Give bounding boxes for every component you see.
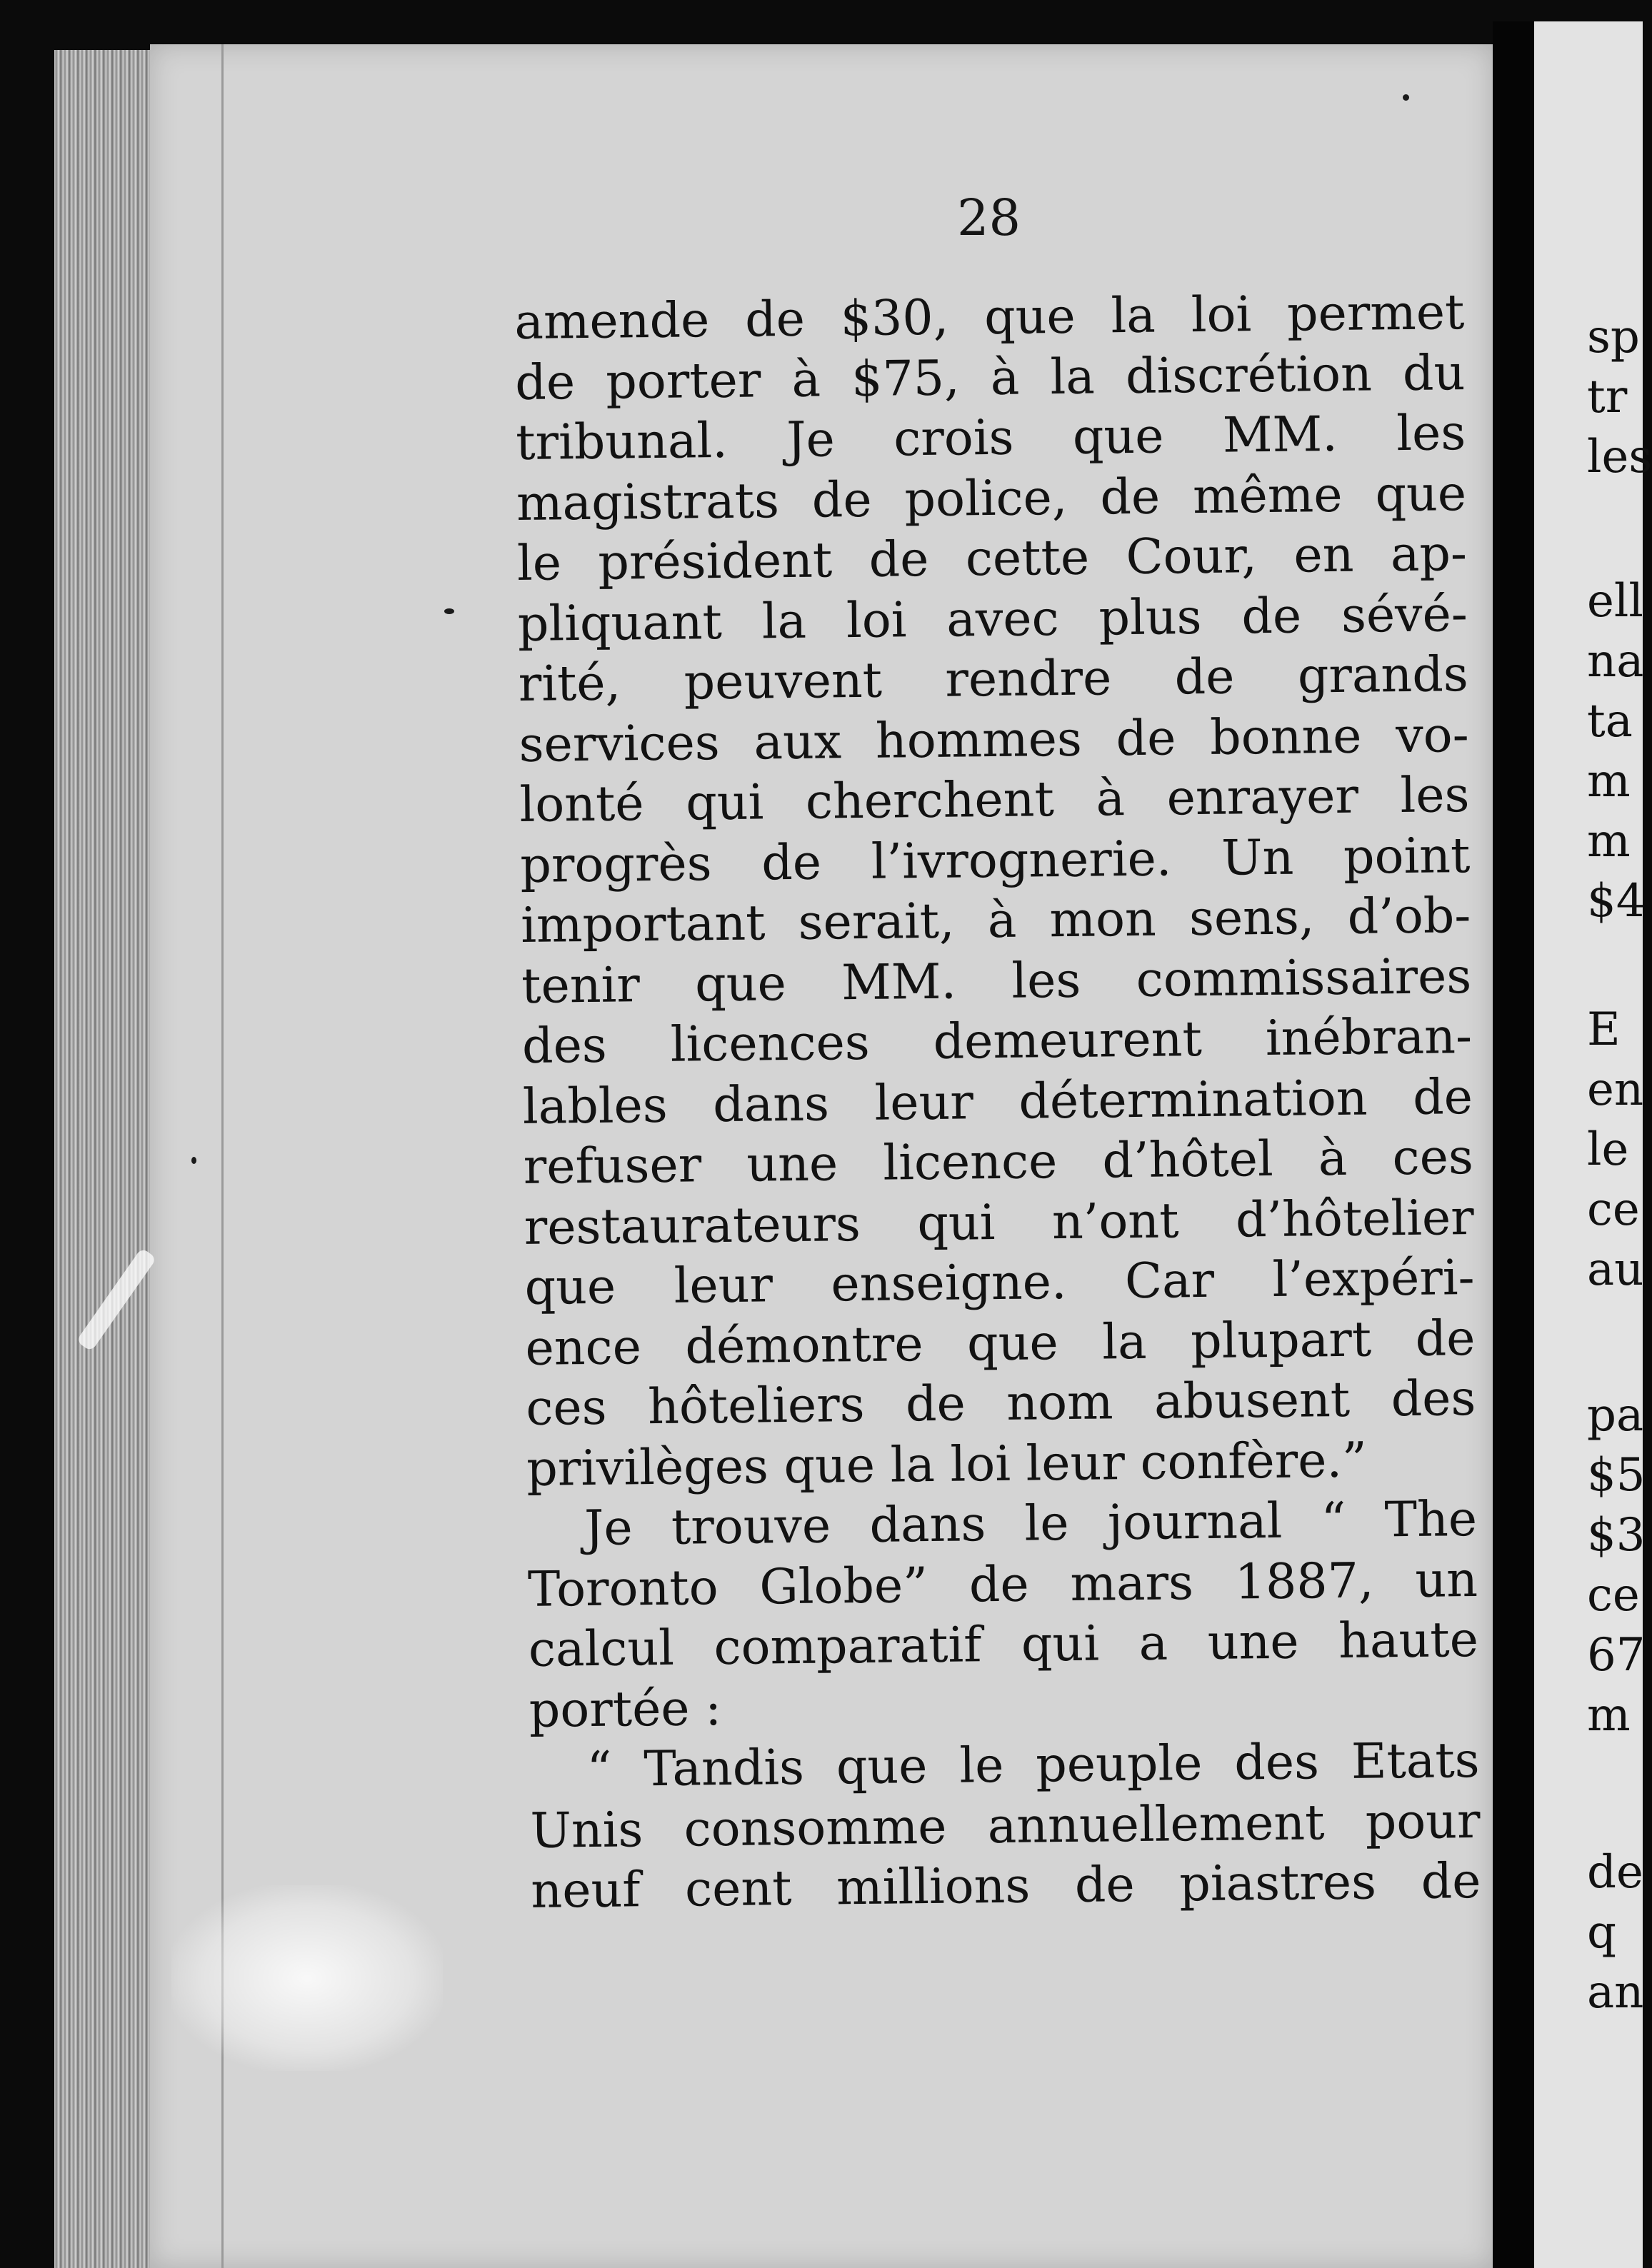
- text-line: ces hôteliers de nom abusent des: [525, 1370, 1476, 1437]
- scan-speck: [1403, 94, 1409, 101]
- facing-text-fragment: au: [1587, 1243, 1644, 1296]
- scan-speck: [191, 1157, 196, 1164]
- text-line: “ Tandis que le peuple des Etats: [586, 1732, 1481, 1799]
- facing-text-fragment: tr: [1587, 371, 1628, 423]
- facing-text-fragment: en: [1587, 1063, 1644, 1116]
- facing-text-fragment: $5: [1587, 1449, 1646, 1502]
- text-line: tenir que MM. les commissaires: [521, 948, 1472, 1015]
- text-line: magistrats de police, de même que: [516, 465, 1467, 532]
- facing-text-fragment: E: [1587, 1003, 1621, 1056]
- text-line: de porter à $75, à la discrétion du: [514, 344, 1466, 411]
- scan-speck: [444, 608, 454, 614]
- facing-text-fragment: les: [1587, 431, 1652, 483]
- text-line: refuser une licence d’hôtel à ces: [523, 1129, 1474, 1195]
- facing-text-fragment: de: [1587, 1846, 1643, 1899]
- text-line: Toronto Globe” de mars 1887, un: [527, 1551, 1478, 1618]
- text-line: Unis consomme annuellement pour: [530, 1792, 1481, 1860]
- facing-text-fragment: na: [1587, 635, 1644, 688]
- text-line: pliquant la loi avec plus de sévé-: [517, 586, 1468, 653]
- facing-text-fragment: 67: [1587, 1629, 1646, 1682]
- text-line: le président de cette Cour, en ap-: [516, 526, 1468, 592]
- text-line: Je trouve dans le journal “ The: [584, 1490, 1478, 1557]
- text-line: rité, peuvent rendre de grands: [518, 646, 1469, 713]
- facing-text-fragment: ce: [1587, 1569, 1640, 1622]
- facing-text-fragment: le: [1587, 1123, 1629, 1176]
- text-line: portée :: [529, 1680, 722, 1739]
- text-line: restaurateurs qui n’ont d’hôtelier: [524, 1189, 1475, 1256]
- facing-text-fragment: pa: [1587, 1389, 1644, 1442]
- text-line: lonté qui cherchent à enrayer les: [519, 767, 1470, 833]
- text-line: tribunal. Je crois que MM. les: [515, 405, 1466, 471]
- page-number: 28: [957, 189, 1021, 247]
- facing-text-fragment: $4: [1587, 875, 1646, 928]
- text-line: lables dans leur détermination de: [522, 1068, 1473, 1135]
- text-line: calcul comparatif qui a une haute: [528, 1611, 1479, 1678]
- facing-text-fragment: ta: [1587, 695, 1633, 748]
- facing-text-fragment: q: [1587, 1906, 1616, 1959]
- facing-text-fragment: m: [1587, 815, 1631, 868]
- facing-text-fragment: sp: [1587, 311, 1640, 363]
- body-text: [514, 283, 1481, 1922]
- facing-text-fragment: m: [1587, 755, 1631, 808]
- scan-smudge: [171, 1885, 443, 2071]
- text-line: important serait, à mon sens, d’ob-: [520, 888, 1471, 954]
- text-line: progrès de l’ivrognerie. Un point: [519, 827, 1471, 894]
- text-line: amende de $30, que la loi permet: [514, 284, 1465, 351]
- facing-page-edge: [1534, 21, 1652, 2268]
- stacked-page-edges: [54, 50, 161, 2268]
- facing-text-fragment: an: [1587, 1966, 1644, 2019]
- facing-text-fragment: ce: [1587, 1183, 1640, 1236]
- book-gutter: [1493, 21, 1534, 2268]
- text-line: que leur enseigne. Car l’expéri-: [524, 1249, 1475, 1316]
- facing-text-fragment: $3: [1587, 1509, 1646, 1562]
- text-line: services aux hommes de bonne vo-: [519, 706, 1469, 773]
- text-line: neuf cent millions de piastres de: [531, 1852, 1481, 1920]
- text-line: ence démontre que la plupart de: [525, 1310, 1476, 1377]
- facing-text-fragment: ell: [1587, 575, 1643, 628]
- facing-text-fragment: m: [1587, 1689, 1631, 1742]
- text-line: des licences demeurent inébran-: [521, 1008, 1473, 1075]
- text-line: privilèges que la loi leur confère.”: [526, 1432, 1368, 1497]
